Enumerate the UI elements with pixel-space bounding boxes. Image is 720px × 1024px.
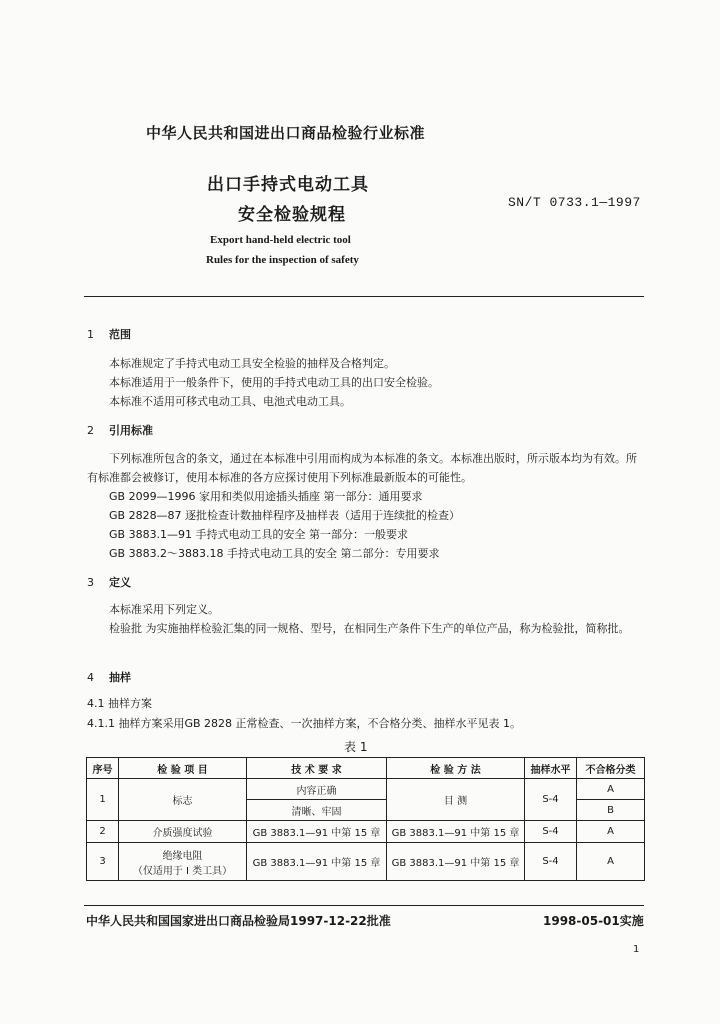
table-row <box>87 843 645 881</box>
table-cell: 2 <box>87 821 119 843</box>
english-title-line2: Rules for the inspection of safety <box>206 254 359 266</box>
approval-line: 中华人民共和国国家进出口商品检验局1997-12-22批准 <box>86 914 391 928</box>
section-3-heading: 3 定义 <box>87 576 131 589</box>
table-cell: 介质强度试验 <box>119 821 247 843</box>
table-row <box>87 779 645 800</box>
table-cell: 内容正确 <box>247 779 387 800</box>
effective-date: 1998-05-01实施 <box>543 914 644 928</box>
reference-item: GB 2099—1996 家用和类似用途插头插座 第一部分：通用要求 <box>109 490 423 503</box>
table-cell: S-4 <box>525 821 577 843</box>
table-row <box>87 821 645 843</box>
table-header: 检 验 项 目 <box>119 758 247 779</box>
table-header: 不合格分类 <box>577 758 645 779</box>
subsection-4-1-1: 4.1.1 抽样方案采用GB 2828 正常检查、一次抽样方案，不合格分类、抽样水平见表 1。 <box>87 717 522 730</box>
section-2-heading: 2 引用标准 <box>87 424 153 437</box>
table-cell: GB 3883.1—91 中第 15 章 <box>387 821 525 843</box>
table-caption: 表 1 <box>344 740 368 754</box>
table-cell-line: （仅适用于 I 类工具） <box>132 865 233 877</box>
table-cell: 标志 <box>119 779 247 821</box>
doc-title-line2: 安全检验规程 <box>238 205 346 225</box>
table-cell: 清晰、牢固 <box>247 800 387 821</box>
reference-item: GB 2828—87 逐批检查计数抽样程序及抽样表（适用于连续批的检查） <box>109 509 461 522</box>
table-header: 检 验 方 法 <box>387 758 525 779</box>
page-number: 1 <box>633 944 640 955</box>
table-cell: 3 <box>87 843 119 881</box>
table-cell: S-4 <box>525 779 577 821</box>
table-cell: B <box>577 800 645 821</box>
section-1-line: 本标准规定了手持式电动工具安全检验的抽样及合格判定。 <box>109 357 395 370</box>
table-cell: S-4 <box>525 843 577 881</box>
table-cell: GB 3883.1—91 中第 15 章 <box>247 843 387 881</box>
standard-code: SN/T 0733.1—1997 <box>508 195 641 210</box>
section-3-definition: 检验批 为实施抽样检验汇集的同一规格、型号，在相同生产条件下生产的单位产品，称为检验批，简称批。 <box>109 622 630 635</box>
section-2-paragraph: 下列标准所包含的条文，通过在本标准中引用而构成为本标准的条文。本标准出版时，所示版本均为有效。所有标准都会被修订，使用本标准的各方应探讨使用下列标准最新版本的可能性。 <box>87 452 637 484</box>
table-cell-line: 绝缘电阻 <box>162 850 203 862</box>
table-cell: 1 <box>87 779 119 821</box>
section-1-line: 本标准适用于一般条件下，使用的手持式电动工具的出口安全检验。 <box>109 376 439 389</box>
section-3-line: 本标准采用下列定义。 <box>109 603 219 616</box>
table-cell: 目 测 <box>387 779 525 821</box>
section-1-line: 本标准不适用可移式电动工具、电池式电动工具。 <box>109 395 351 408</box>
table-header-row <box>87 758 645 779</box>
table-cell: GB 3883.1—91 中第 15 章 <box>247 821 387 843</box>
table-cell: A <box>577 843 645 881</box>
doc-title-line1: 出口手持式电动工具 <box>207 175 369 195</box>
section-4-heading: 4 抽样 <box>87 671 131 684</box>
reference-item: GB 3883.1—91 手持式电动工具的安全 第一部分：一般要求 <box>109 528 409 541</box>
sampling-table <box>86 757 645 881</box>
table-header: 技 术 要 求 <box>247 758 387 779</box>
header-divider <box>84 296 644 297</box>
table-cell: A <box>577 821 645 843</box>
footer-divider <box>84 905 644 906</box>
english-title-line1: Export hand-held electric tool <box>210 234 351 246</box>
reference-item: GB 3883.2～3883.18 手持式电动工具的安全 第二部分：专用要求 <box>109 547 440 560</box>
issuing-body: 中华人民共和国进出口商品检验行业标准 <box>146 124 426 142</box>
table-cell <box>119 843 247 881</box>
subsection-4-1: 4.1 抽样方案 <box>87 697 152 710</box>
table-cell: GB 3883.1—91 中第 15 章 <box>387 843 525 881</box>
table-header: 序号 <box>87 758 119 779</box>
table-header: 抽样水平 <box>525 758 577 779</box>
table-cell: A <box>577 779 645 800</box>
section-1-heading: 1 范围 <box>87 328 131 341</box>
